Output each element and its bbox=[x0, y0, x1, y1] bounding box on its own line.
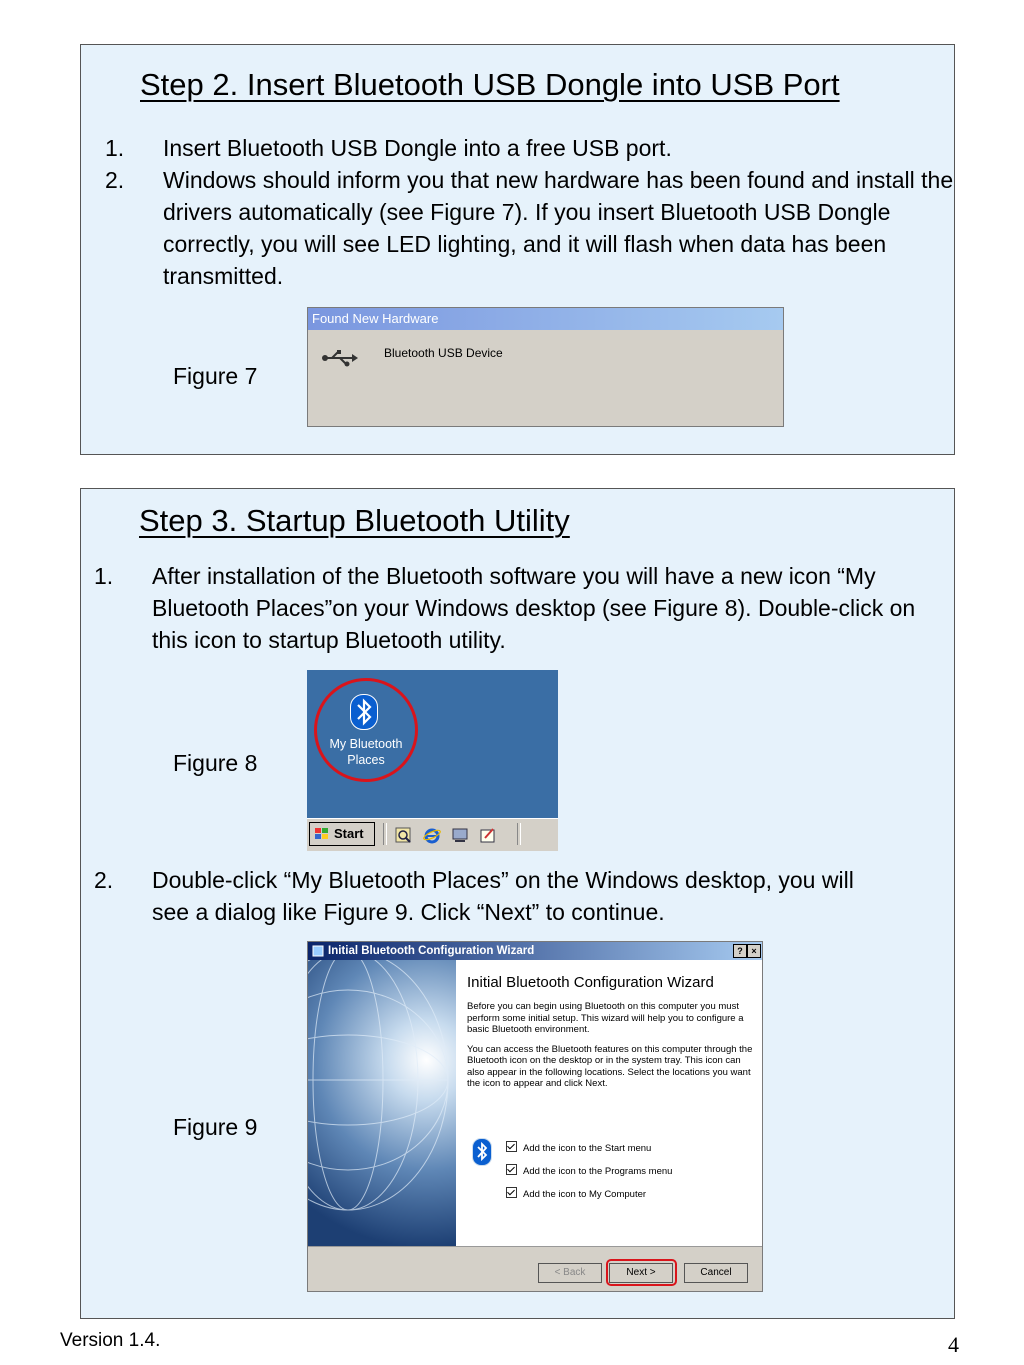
figure8-label: Figure 8 bbox=[173, 750, 258, 776]
figure9-label: Figure 9 bbox=[173, 1114, 258, 1140]
wizard-title: Initial Bluetooth Configuration Wizard bbox=[328, 945, 535, 957]
checkbox-box[interactable] bbox=[506, 1141, 517, 1152]
start-label: Start bbox=[334, 826, 364, 841]
checkbox-my-computer[interactable] bbox=[506, 1187, 646, 1200]
desktop-screenshot bbox=[307, 670, 558, 850]
bluetooth-icon bbox=[472, 1138, 492, 1166]
checkbox-label: Add the icon to the Start menu bbox=[523, 1143, 652, 1154]
next-button[interactable]: Next > bbox=[609, 1263, 673, 1283]
step3-title: Step 3. Startup Bluetooth Utility bbox=[139, 503, 570, 538]
wizard-footer bbox=[308, 1246, 763, 1292]
wizard-titlebar bbox=[308, 942, 762, 960]
taskbar-separator bbox=[517, 823, 521, 845]
configuration-wizard-dialog bbox=[307, 941, 763, 1292]
wizard-heading: Initial Bluetooth Configuration Wizard bbox=[467, 974, 714, 991]
usb-icon bbox=[322, 348, 358, 368]
figure7-label: Figure 7 bbox=[173, 363, 258, 389]
list-text: After installation of the Bluetooth software you will have a new icon “My Bluetooth Places”on your Windows desktop (see Figure 8). Double-click on this icon to startup Bluetooth utility. bbox=[152, 563, 916, 653]
bluetooth-icon[interactable] bbox=[350, 694, 378, 730]
internet-explorer-icon[interactable] bbox=[423, 826, 441, 844]
checkbox-start-menu[interactable] bbox=[506, 1141, 651, 1154]
list-number: 1. bbox=[94, 563, 114, 589]
list-number: 2. bbox=[94, 867, 114, 893]
my-bluetooth-places-label[interactable]: My Bluetooth Places bbox=[329, 737, 403, 767]
step2-title: Step 2. Insert Bluetooth USB Dongle into USB Port bbox=[140, 67, 840, 102]
page-number: 4 bbox=[948, 1332, 959, 1357]
wizard-paragraph-1: Before you can begin using Bluetooth on this computer you must perform some initial setup. This wizard will help you to configure a basic Bluetooth environment. bbox=[467, 1001, 744, 1035]
next-highlight bbox=[606, 1259, 677, 1286]
wizard-app-icon bbox=[312, 945, 324, 957]
checkbox-programs-menu[interactable] bbox=[506, 1164, 672, 1177]
close-button[interactable]: × bbox=[747, 944, 761, 958]
version-label: Version 1.4. bbox=[60, 1330, 161, 1351]
network-icon[interactable] bbox=[451, 826, 469, 844]
checkbox-box[interactable] bbox=[506, 1164, 517, 1175]
taskbar-separator bbox=[383, 823, 387, 845]
back-button[interactable]: < Back bbox=[538, 1263, 602, 1283]
windows-flag-icon bbox=[315, 828, 329, 840]
balloon-title: Found New Hardware bbox=[308, 308, 783, 330]
wizard-body bbox=[467, 974, 757, 1098]
list-text: Windows should inform you that new hardware has been found and install the drivers automatically (see Figure 7). If you insert Bluetooth USB Dongle correctly, you will see LED lighting, and it will flash when data has been transmitted. bbox=[163, 167, 954, 289]
device-name: Bluetooth USB Device bbox=[384, 346, 503, 360]
list-number: 1. bbox=[105, 135, 125, 161]
desktop-icon[interactable] bbox=[479, 826, 497, 844]
checkbox-label: Add the icon to My Computer bbox=[523, 1189, 647, 1200]
globe-graphic bbox=[308, 960, 456, 1246]
found-new-hardware-balloon bbox=[307, 307, 784, 427]
taskbar bbox=[307, 818, 558, 851]
list-text: Insert Bluetooth USB Dongle into a free USB port. bbox=[163, 135, 672, 161]
help-button[interactable]: ? bbox=[733, 944, 747, 958]
cancel-button[interactable]: Cancel bbox=[684, 1263, 748, 1283]
checkbox-label: Add the icon to the Programs menu bbox=[523, 1166, 673, 1177]
search-icon[interactable] bbox=[395, 826, 413, 844]
wizard-paragraph-2: You can access the Bluetooth features on this computer through the Bluetooth icon on the desktop or in the system tray. This icon can also appear in the following locations. Select the locations you want the icon to appear and click Next. bbox=[467, 1043, 753, 1089]
checkbox-box[interactable] bbox=[506, 1187, 517, 1198]
list-text: Double-click “My Bluetooth Places” on the Windows desktop, you will see a dialog like Figure 9. Click “Next” to continue. bbox=[152, 867, 854, 925]
list-number: 2. bbox=[105, 167, 125, 193]
start-button[interactable] bbox=[309, 822, 375, 846]
